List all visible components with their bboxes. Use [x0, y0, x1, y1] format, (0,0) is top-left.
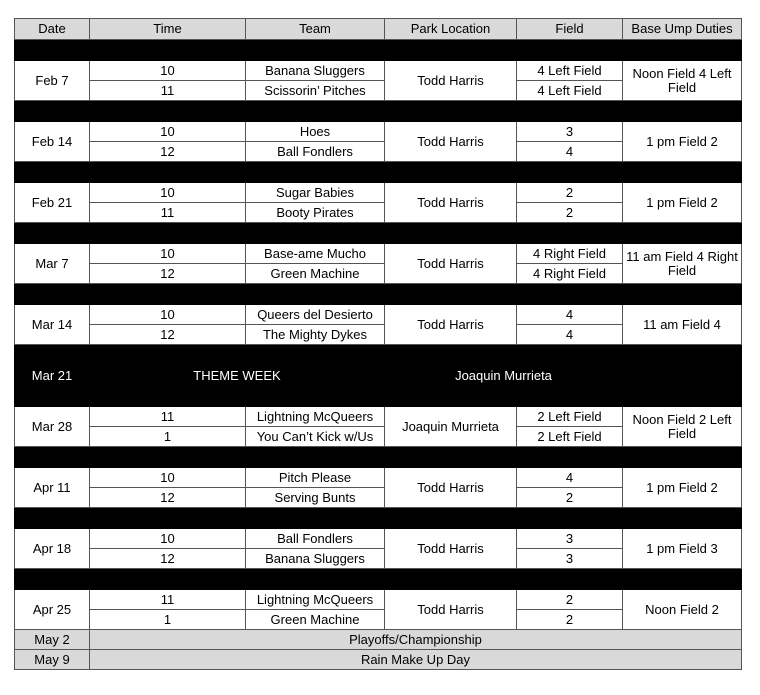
game-field: 2: [517, 488, 623, 508]
theme-week-location: Joaquin Murrieta: [385, 345, 623, 407]
game-field: 2: [517, 183, 623, 203]
game-field: 4: [517, 305, 623, 325]
week-date: Apr 11: [15, 468, 90, 508]
park-location: Joaquin Murrieta: [385, 407, 517, 447]
park-location: Todd Harris: [385, 305, 517, 345]
game-time: 11: [90, 590, 246, 610]
park-location: Todd Harris: [385, 590, 517, 630]
rain-day-row: [15, 650, 742, 670]
game-field: 2 Left Field: [517, 427, 623, 447]
game-time: 10: [90, 305, 246, 325]
game-time: 10: [90, 468, 246, 488]
park-location: Todd Harris: [385, 122, 517, 162]
game-time: 10: [90, 61, 246, 81]
game-row: [15, 61, 742, 81]
header-base-ump-duties: Base Ump Duties: [623, 19, 742, 40]
week-separator: [15, 40, 742, 61]
playoffs-row: [15, 630, 742, 650]
game-field: 3: [517, 549, 623, 569]
park-location: Todd Harris: [385, 244, 517, 284]
game-row: [15, 183, 742, 203]
week-separator: [15, 223, 742, 244]
game-team: Ball Fondlers: [246, 142, 385, 162]
game-time: 12: [90, 488, 246, 508]
ump-duty: 11 am Field 4: [623, 305, 742, 345]
rain-day-label: Rain Make Up Day: [90, 650, 742, 670]
game-field: 4 Right Field: [517, 264, 623, 284]
game-row: [15, 529, 742, 549]
game-row: [15, 468, 742, 488]
ump-duty: 11 am Field 4 Right Field: [623, 244, 742, 284]
week-date: Mar 28: [15, 407, 90, 447]
game-team: Banana Sluggers: [246, 61, 385, 81]
game-field: 4: [517, 142, 623, 162]
header-date: Date: [15, 19, 90, 40]
game-time: 12: [90, 325, 246, 345]
week-separator: [15, 162, 742, 183]
game-time: 10: [90, 529, 246, 549]
game-time: 12: [90, 264, 246, 284]
game-team: Ball Fondlers: [246, 529, 385, 549]
game-team: Banana Sluggers: [246, 549, 385, 569]
game-field: 2: [517, 590, 623, 610]
game-field: 4: [517, 468, 623, 488]
playoffs-label: Playoffs/Championship: [90, 630, 742, 650]
park-location: Todd Harris: [385, 529, 517, 569]
game-team: Scissorin’ Pitches: [246, 81, 385, 101]
game-team: Queers del Desierto: [246, 305, 385, 325]
header-time: Time: [90, 19, 246, 40]
theme-week-date: Mar 21: [15, 345, 90, 407]
game-time: 12: [90, 142, 246, 162]
game-time: 11: [90, 203, 246, 223]
week-separator: [15, 447, 742, 468]
ump-duty: Noon Field 2: [623, 590, 742, 630]
week-separator: [15, 569, 742, 590]
schedule-table: [14, 18, 742, 670]
week-date: Mar 7: [15, 244, 90, 284]
game-field: 4: [517, 325, 623, 345]
rain-day-date: May 9: [15, 650, 90, 670]
game-time: 10: [90, 183, 246, 203]
game-time: 1: [90, 610, 246, 630]
game-field: 3: [517, 122, 623, 142]
week-date: Apr 18: [15, 529, 90, 569]
park-location: Todd Harris: [385, 468, 517, 508]
game-time: 10: [90, 122, 246, 142]
game-team: You Can’t Kick w/Us: [246, 427, 385, 447]
game-team: Green Machine: [246, 610, 385, 630]
game-field: 2: [517, 610, 623, 630]
header-field: Field: [517, 19, 623, 40]
ump-duty: 1 pm Field 2: [623, 468, 742, 508]
game-team: Base-ame Mucho: [246, 244, 385, 264]
week-separator: [15, 284, 742, 305]
game-field: 4 Left Field: [517, 61, 623, 81]
game-team: Green Machine: [246, 264, 385, 284]
game-field: 2 Left Field: [517, 407, 623, 427]
game-team: Pitch Please: [246, 468, 385, 488]
ump-duty: 1 pm Field 3: [623, 529, 742, 569]
ump-duty: Noon Field 2 Left Field: [623, 407, 742, 447]
game-field: 4 Right Field: [517, 244, 623, 264]
game-field: 2: [517, 203, 623, 223]
header-park-location: Park Location: [385, 19, 517, 40]
week-date: Mar 14: [15, 305, 90, 345]
game-team: The Mighty Dykes: [246, 325, 385, 345]
game-time: 12: [90, 549, 246, 569]
game-row: [15, 590, 742, 610]
park-location: Todd Harris: [385, 61, 517, 101]
week-separator: [15, 101, 742, 122]
game-row: [15, 305, 742, 325]
week-date: Feb 14: [15, 122, 90, 162]
game-team: Lightning McQueers: [246, 407, 385, 427]
game-team: Hoes: [246, 122, 385, 142]
game-time: 11: [90, 81, 246, 101]
game-row: [15, 407, 742, 427]
game-row: [15, 122, 742, 142]
game-team: Booty Pirates: [246, 203, 385, 223]
game-time: 11: [90, 407, 246, 427]
week-date: Feb 21: [15, 183, 90, 223]
theme-week-label: THEME WEEK: [90, 345, 385, 407]
ump-duty: 1 pm Field 2: [623, 183, 742, 223]
park-location: Todd Harris: [385, 183, 517, 223]
game-team: Lightning McQueers: [246, 590, 385, 610]
ump-duty: Noon Field 4 Left Field: [623, 61, 742, 101]
ump-duty: 1 pm Field 2: [623, 122, 742, 162]
week-date: Apr 25: [15, 590, 90, 630]
game-field: 3: [517, 529, 623, 549]
game-time: 1: [90, 427, 246, 447]
game-time: 10: [90, 244, 246, 264]
theme-week-row: [15, 345, 742, 407]
week-separator: [15, 508, 742, 529]
theme-week-ump: [623, 345, 742, 407]
game-team: Serving Bunts: [246, 488, 385, 508]
game-team: Sugar Babies: [246, 183, 385, 203]
header-team: Team: [246, 19, 385, 40]
game-field: 4 Left Field: [517, 81, 623, 101]
game-row: [15, 244, 742, 264]
week-date: Feb 7: [15, 61, 90, 101]
playoffs-date: May 2: [15, 630, 90, 650]
header-row: [15, 19, 742, 40]
